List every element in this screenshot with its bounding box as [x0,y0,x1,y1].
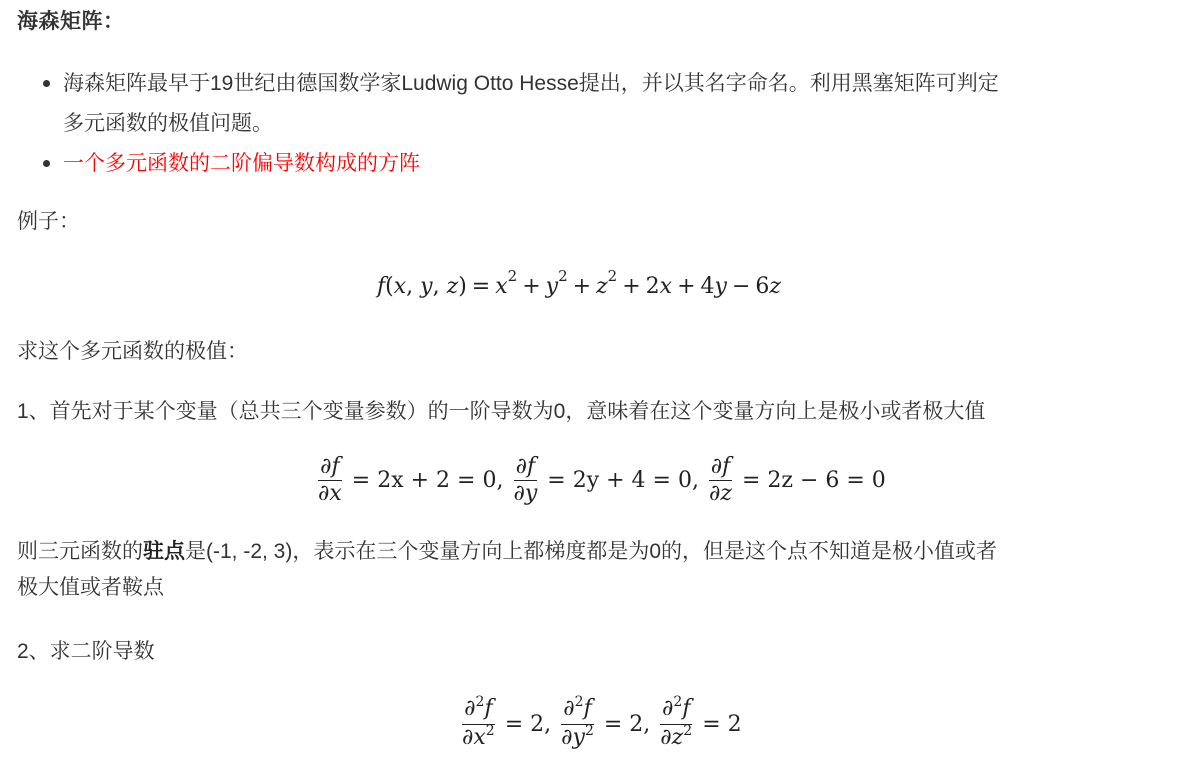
bullet-line-2: 多元函数的极值问题。 [63,112,273,135]
function-formula: f ( x , y , z ) = x 2 + y 2 + z 2 + 2 x + 4 y − 6 z [377,267,781,299]
bullet-item-history [17,64,1177,144]
bullet-line-1: 海森矩阵最早于19世纪由德国数学家Ludwig Otto Hesse提出，并以其名字命名。利用黑塞矩阵可判定 [63,72,999,95]
second-partial-y: $\frac{\partial^2f}{\partial y^2}$ [561,693,594,750]
second-partial-z: $\frac{\partial^2f}{\partial z^2}$ [660,693,693,750]
find-extrema-label: 求这个多元函数的极值： [17,340,248,363]
definition-text: 一个多元函数的二阶偏导数构成的方阵 [63,152,420,175]
bullet-list [17,64,1177,184]
partial-fraction-x: $\frac{\partial f}{\partial x}$ [318,453,342,506]
bullet-item-definition [17,144,1177,184]
stationary-point-paragraph: 则三元函数的驻点是(-1, -2, 3)，表示在三个变量方向上都梯度都是为0的，但是这个点不知道是极小值或者 极大值或者鞍点 [17,540,998,599]
step2-text: 2、求二阶导数 [17,640,155,663]
step1-text: 1、首先对于某个变量（总共三个变量参数）的一阶导数为0，意味着在这个变量方向上是极小或者极大值 [17,400,986,423]
first-derivatives: $\frac{\partial f}{\partial x}$ = 2x + 2 = 0, $\frac{\partial f}{\partial y}$ = 2y + 4 = 0, $\frac{\partial f}{\partial z}$ = 2z − 6 = 0 [318,453,886,506]
second-derivatives: $\frac{\partial^2f}{\partial x^2}$ = 2, $\frac{\partial^2f}{\partial y^2}$ = 2, $\frac{\partial^2f}{\partial z^2}$ = 2 [457,692,747,756]
example-label: 例子： [17,210,80,233]
section-heading: 海森矩阵： [17,10,125,33]
partial-fraction-z: $\frac{\partial f}{\partial z}$ [708,453,732,506]
stationary-point-term: 驻点 [143,540,185,563]
second-partial-x: $\frac{\partial^2f}{\partial x^2}$ [462,693,495,750]
bullet-dot-icon [43,80,50,87]
bullet-dot-icon [43,160,50,167]
partial-fraction-y: $\frac{\partial f}{\partial y}$ [513,453,538,506]
